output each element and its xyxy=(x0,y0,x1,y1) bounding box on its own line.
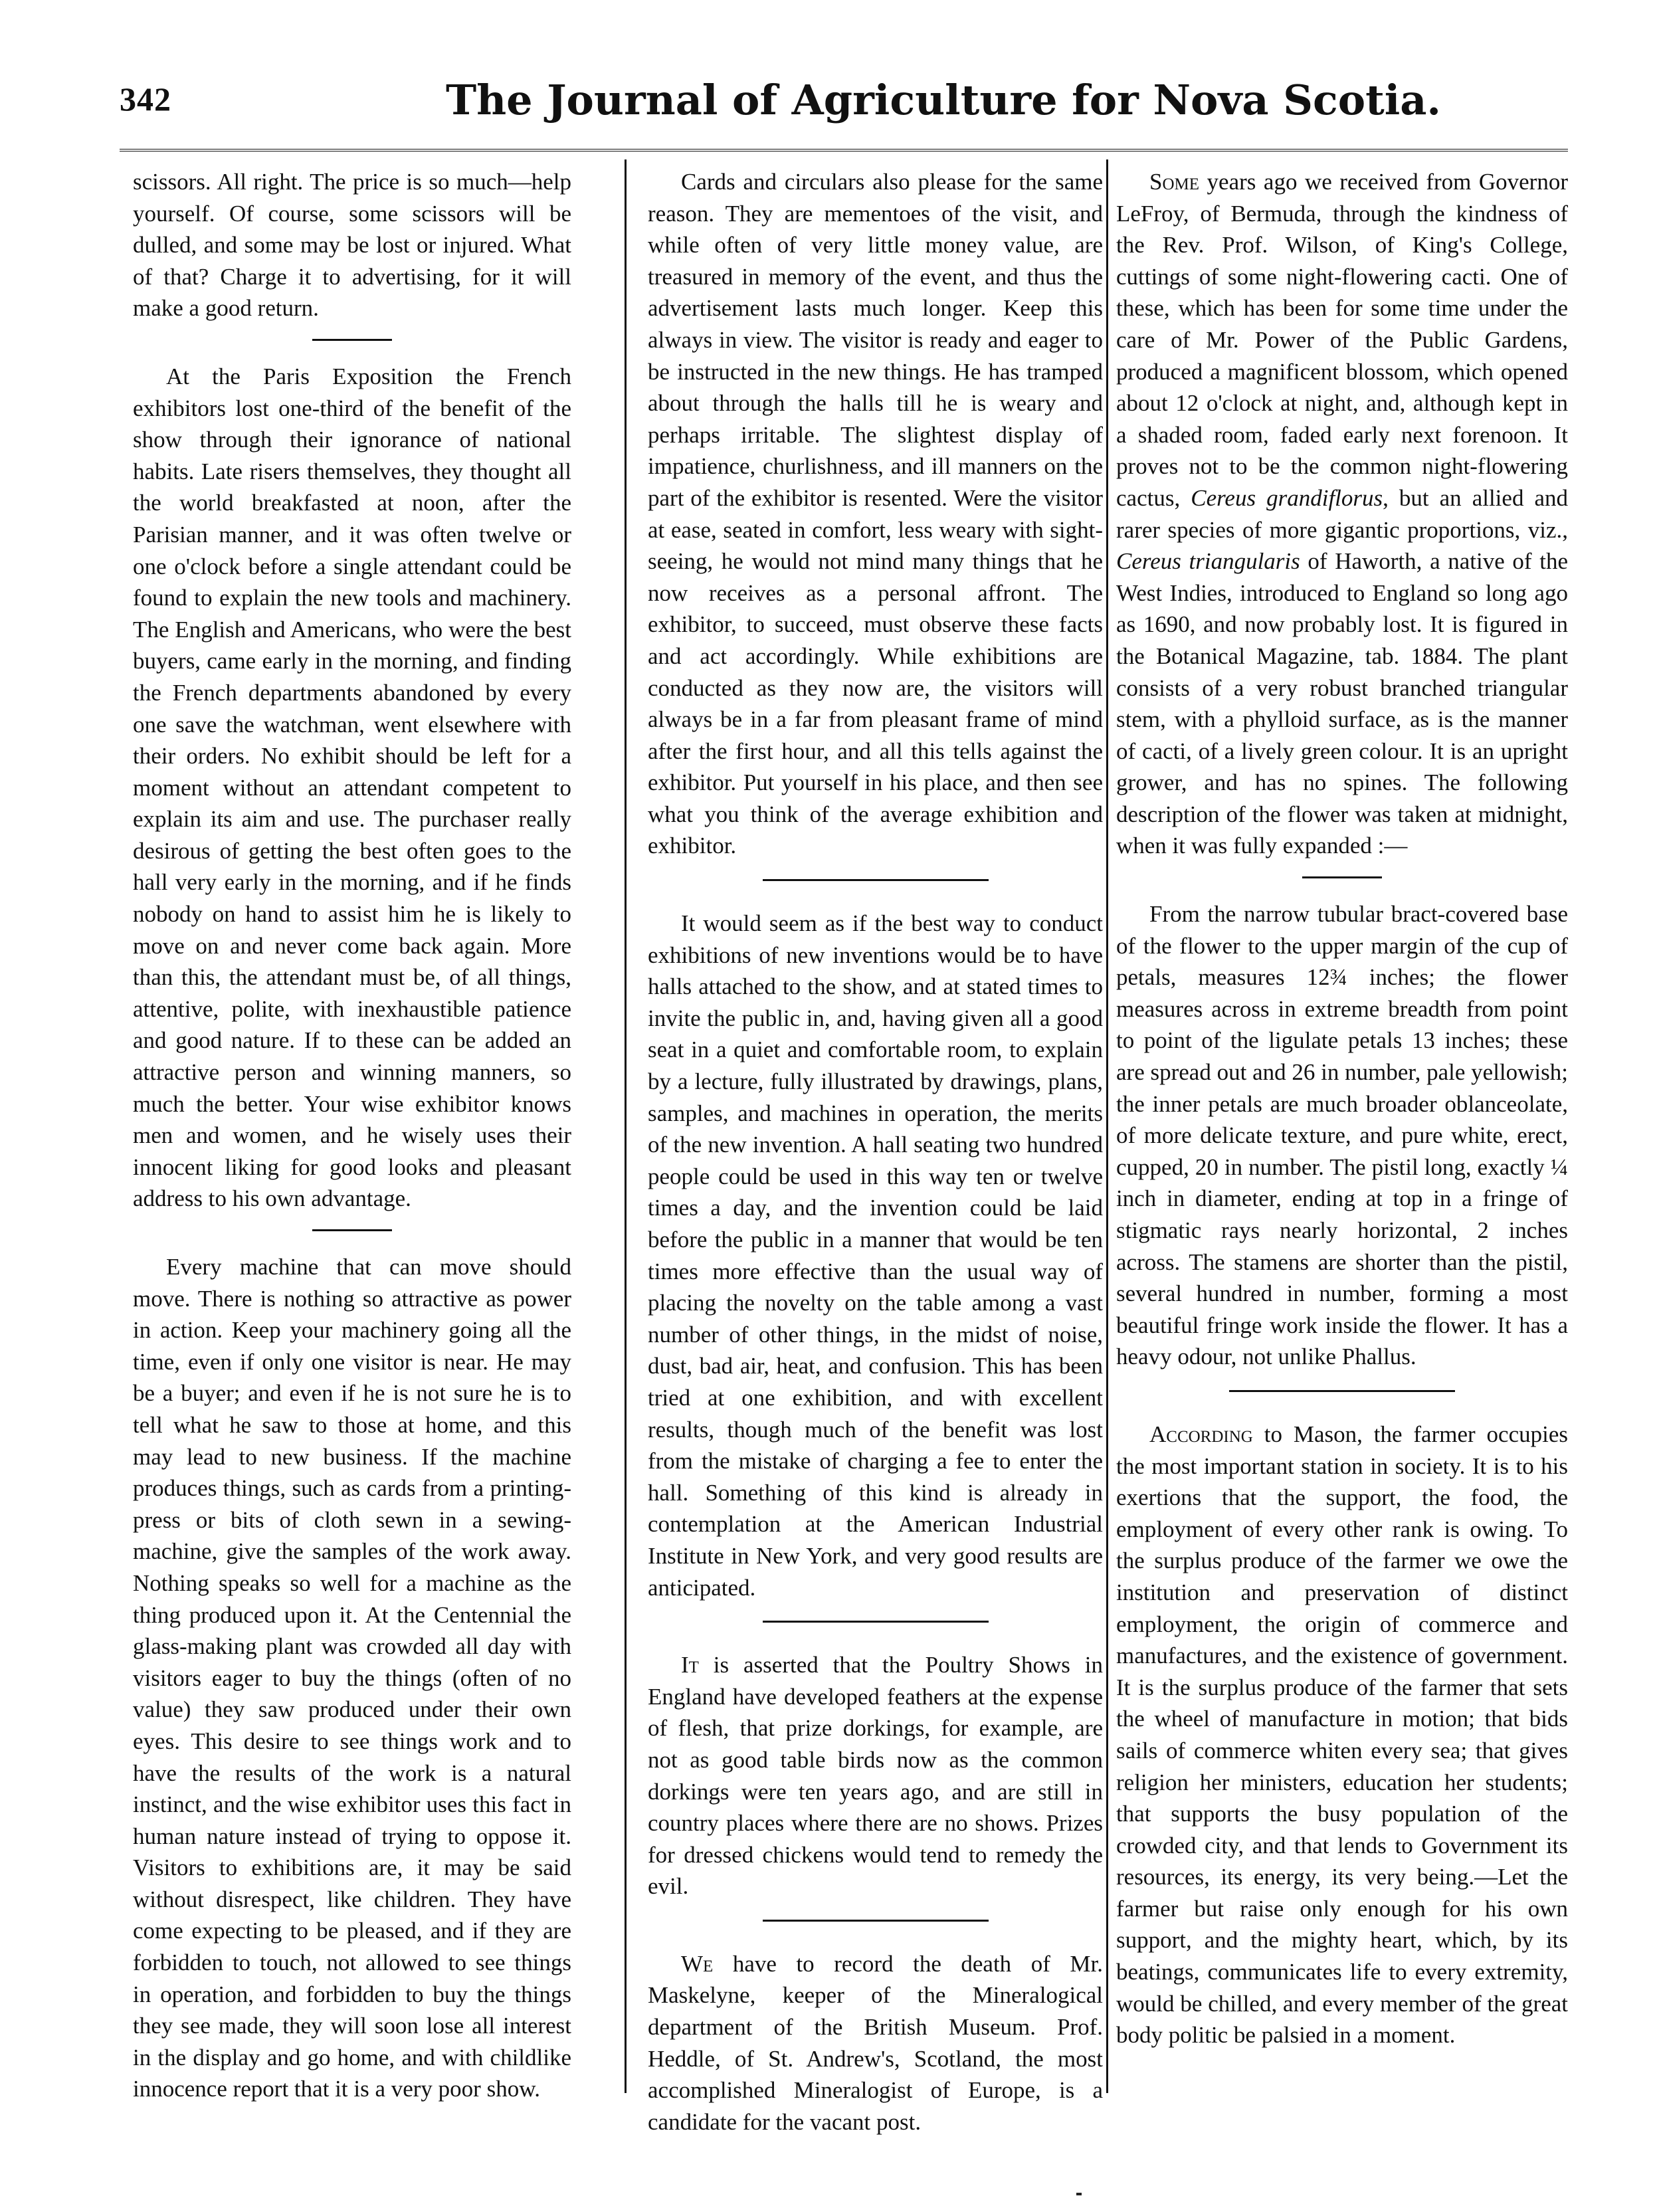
article-scissors-continued: scissors. All right. The price is so much—help yourself. Of course, some scissors will be dulled, and some may be lost or injured. What of that? Charge it to advertising, for it will make a good return. xyxy=(133,169,571,322)
column-divider xyxy=(625,159,627,2093)
article-every-machine: Every machine that can move should move. There is nothing so attractive as power in action. Keep your machinery going all the time, even if only one visitor is near. He may be a buyer; and even if he is not sure he is to tell what he saw to those at home, and this may lead to new business. If the machine produces things, such as cards from a printing-press or bits of cloth sewn in a sewing-machine, give the samples of the work away. Nothing speaks so well for a machine as the thing produced upon it. At the Centennial the glass-making plant was crowded all day with visitors eager to buy the things (often of no value) they saw produced under their own eyes. This desire to see things work and to have the results of the work is a natural instinct, and the wise exhibitor uses this fact in human nature instead of trying to oppose it. Visitors to exhibitions are, it may be said without disrespect, like children. They have come expecting to be pleased, and if they are forbidden to touch, not allowed to see things in operation, and forbidden to buy the things they see made, they will soon lose all interest in the display and go home, and with childlike innocence report that it is a very poor show. xyxy=(133,1254,571,2102)
article-body: years ago we received from Governor LeFroy, of Bermuda, through the kindness of the Rev. Prof. Wilson, of King's College, cuttings of some night-flowering cacti. One of these, which has been for some time under the care of Mr. Power of the Public Gardens, produced a magnificent blossom, which opened about 12 o'clock at night, and, although kept in a shaded room, faded early next forenoon. It proves not to be the common night-flowering cactus, xyxy=(1116,169,1568,511)
lead-word: We xyxy=(681,1950,714,1977)
column-divider xyxy=(1106,159,1108,2093)
section-separator xyxy=(312,339,392,341)
page-number: 342 xyxy=(120,80,171,118)
species-name: Cereus grandiflorus xyxy=(1191,484,1383,511)
article-paris-exposition: At the Paris Exposition the French exhibitors lost one-third of the benefit of the show through their ignorance of national habits. Late risers themselves, they thought all the world breakfasted at noon, after the Parisian manner, and it was often twelve or one o'clock before a single attendant could be found to explain the new tools and machinery. The English and Americans, who were the best buyers, came early in the morning, and finding the French departments abandoned by every one save the watchman, went elsewhere with their orders. No exhibit should be left for a moment without an attendant competent to explain its aim and use. The purchaser really desirous of getting the best often goes to the hall very early in the morning, and if he finds nobody on hand to assist him he is likely to move on and never come back again. More than this, the attendant must be, of all things, attentive, polite, with inexhaustible patience and good nature. If to these can be added an attractive person and winning manners, so much the better. Your wise exhibitor knows men and women, and he wisely uses their innocent liking for good looks and pleasant address to his own advantage. xyxy=(133,363,571,1212)
lead-word: It xyxy=(681,1652,699,1678)
print-mark xyxy=(1076,2193,1082,2195)
article-body: to Mason, the farmer occupies the most important station in society. It is to his exertions that the support, the food, the employment of every other rank is owing. To the surplus produce of the farmer we owe the institution and preservation of distinct employment, the origin of commerce and manufactures, and the existence of government. It is the surplus produce of the farmer that sets the wheel of manufacture in motion; that bids sails of commerce whiten every sea; that gives religion her ministers, education her students; that supports the busy population of the crowded city, and that lends to Government its resources, its energy, its very being.—Let the farmer but raise only enough for his own support, and the mighty heart, which, by its beatings, communicates life to every extremity, would be chilled, and every member of the great body politic be palsied in a moment. xyxy=(1116,1421,1568,2049)
column-1 xyxy=(133,166,571,2105)
section-separator xyxy=(763,1621,989,1623)
page-header xyxy=(120,76,1568,133)
article-body: have to record the death of Mr. Maskelyne, keeper of the Mineralogical department of the British Museum. Prof. Heddle, of St. Andrew's, Scotland, the most accomplished Mineralogist of Europe, is a candidate for the vacant post. xyxy=(648,1950,1103,2135)
section-separator xyxy=(763,1920,989,1922)
lead-word: According xyxy=(1149,1421,1253,1447)
header-rule xyxy=(120,149,1568,151)
article-night-flowering-cacti xyxy=(1116,166,1568,862)
article-maskelyne xyxy=(648,1948,1103,2138)
column-3 xyxy=(1116,166,1568,2051)
article-mason-farmer xyxy=(1116,1419,1568,2051)
journal-title: The Journal of Agriculture for Nova Scotia. xyxy=(445,76,1442,124)
section-separator xyxy=(1302,876,1382,878)
article-best-way: It would seem as if the best way to conduct exhibitions of new inventions would be to have halls attached to the show, and at stated times to invite the public in, and, having given all a good seat in a quiet and comfortable room, to explain by a lecture, fully illustrated by drawings, plans, samples, and machines in operation, the merits of the new invention. A hall seating two hundred people could be used in this way ten or twelve times a day, and the invention could be laid before the public in a manner that would be ten times more effective than the usual way of placing the novelty on the table among a vast number of other things, in the midst of noise, dust, bad air, heat, and confusion. This has been tried at one exhibition, and with excellent results, though much of the benefit was lost from the mistake of charging a fee to enter the hall. Something of this kind is already in contemplation at the American Industrial Institute in New York, and very good results are anticipated. xyxy=(648,910,1103,1601)
column-2 xyxy=(648,166,1103,2138)
section-separator xyxy=(763,879,989,881)
article-body: of Haworth, a native of the West Indies, introduced to England so long ago as 1690, and now probably lost. It is figured in the Botanical Magazine, tab. 1884. The plant consists of a very robust branched triangular stem, with a phylloid surface, as is the manner of cacti, of a lively green colour. It is an upright grower, and has no spines. The following description of the flower was taken at midnight, when it was fully expanded :— xyxy=(1116,548,1568,859)
article-cards-circulars: Cards and circulars also please for the same reason. They are mementoes of the visit, and while often of very little money value, are treasured in memory of the event, and thus the advertisement lasts much longer. Keep this always in view. The visitor is ready and eager to be instructed in the new things. He has tramped about through the halls till he is weary and perhaps irritable. The slightest display of impatience, churlishness, and ill manners on the part of the exhibitor is resented. Were the visitor at ease, seated in comfort, less weary with sight-seeing, he would not mind many things that he now receives as a personal affront. The exhibitor, to succeed, must observe these facts and act accordingly. While exhibitions are conducted as they now are, the visitors will always be in a far from pleasant frame of mind after the first hour, and all this tells against the exhibitor. Put yourself in his place, and then see what you think of the average exhibition and exhibitor. xyxy=(648,169,1103,859)
article-body: , but an allied and rarer species of more gigantic proportions, viz., xyxy=(1116,484,1568,543)
section-separator xyxy=(312,1229,392,1231)
article-body: is asserted that the Poultry Shows in England have developed feathers at the expense of flesh, that prize dorkings, for example, are not as good table birds now as the common dorkings were ten years ago, and are still in country places where there are no shows. Prizes for dressed chickens would tend to remedy the evil. xyxy=(648,1652,1103,1900)
article-flower-description: From the narrow tubular bract-covered base of the flower to the upper margin of the cup of petals, measures 12¾ inches; the flower measures across in extreme breadth from point to point of the ligulate petals 13 inches; these are spread out and 26 in number, pale yellowish; the inner petals are much broader oblanceolate, of more delicate texture, and pure white, erect, cupped, 20 in number. The pistil long, exactly ¼ inch in diameter, ending at top in a fringe of stigmatic rays nearly horizontal, 2 inches across. The stamens are shorter than the pistil, several hundred in number, forming a most beautiful fringe work inside the flower. It has a heavy odour, not unlike Phallus. xyxy=(1116,901,1568,1370)
species-name: Cereus triangularis xyxy=(1116,548,1300,575)
section-separator xyxy=(1229,1390,1455,1392)
lead-word: Some xyxy=(1149,169,1200,195)
article-poultry-shows xyxy=(648,1649,1103,1902)
